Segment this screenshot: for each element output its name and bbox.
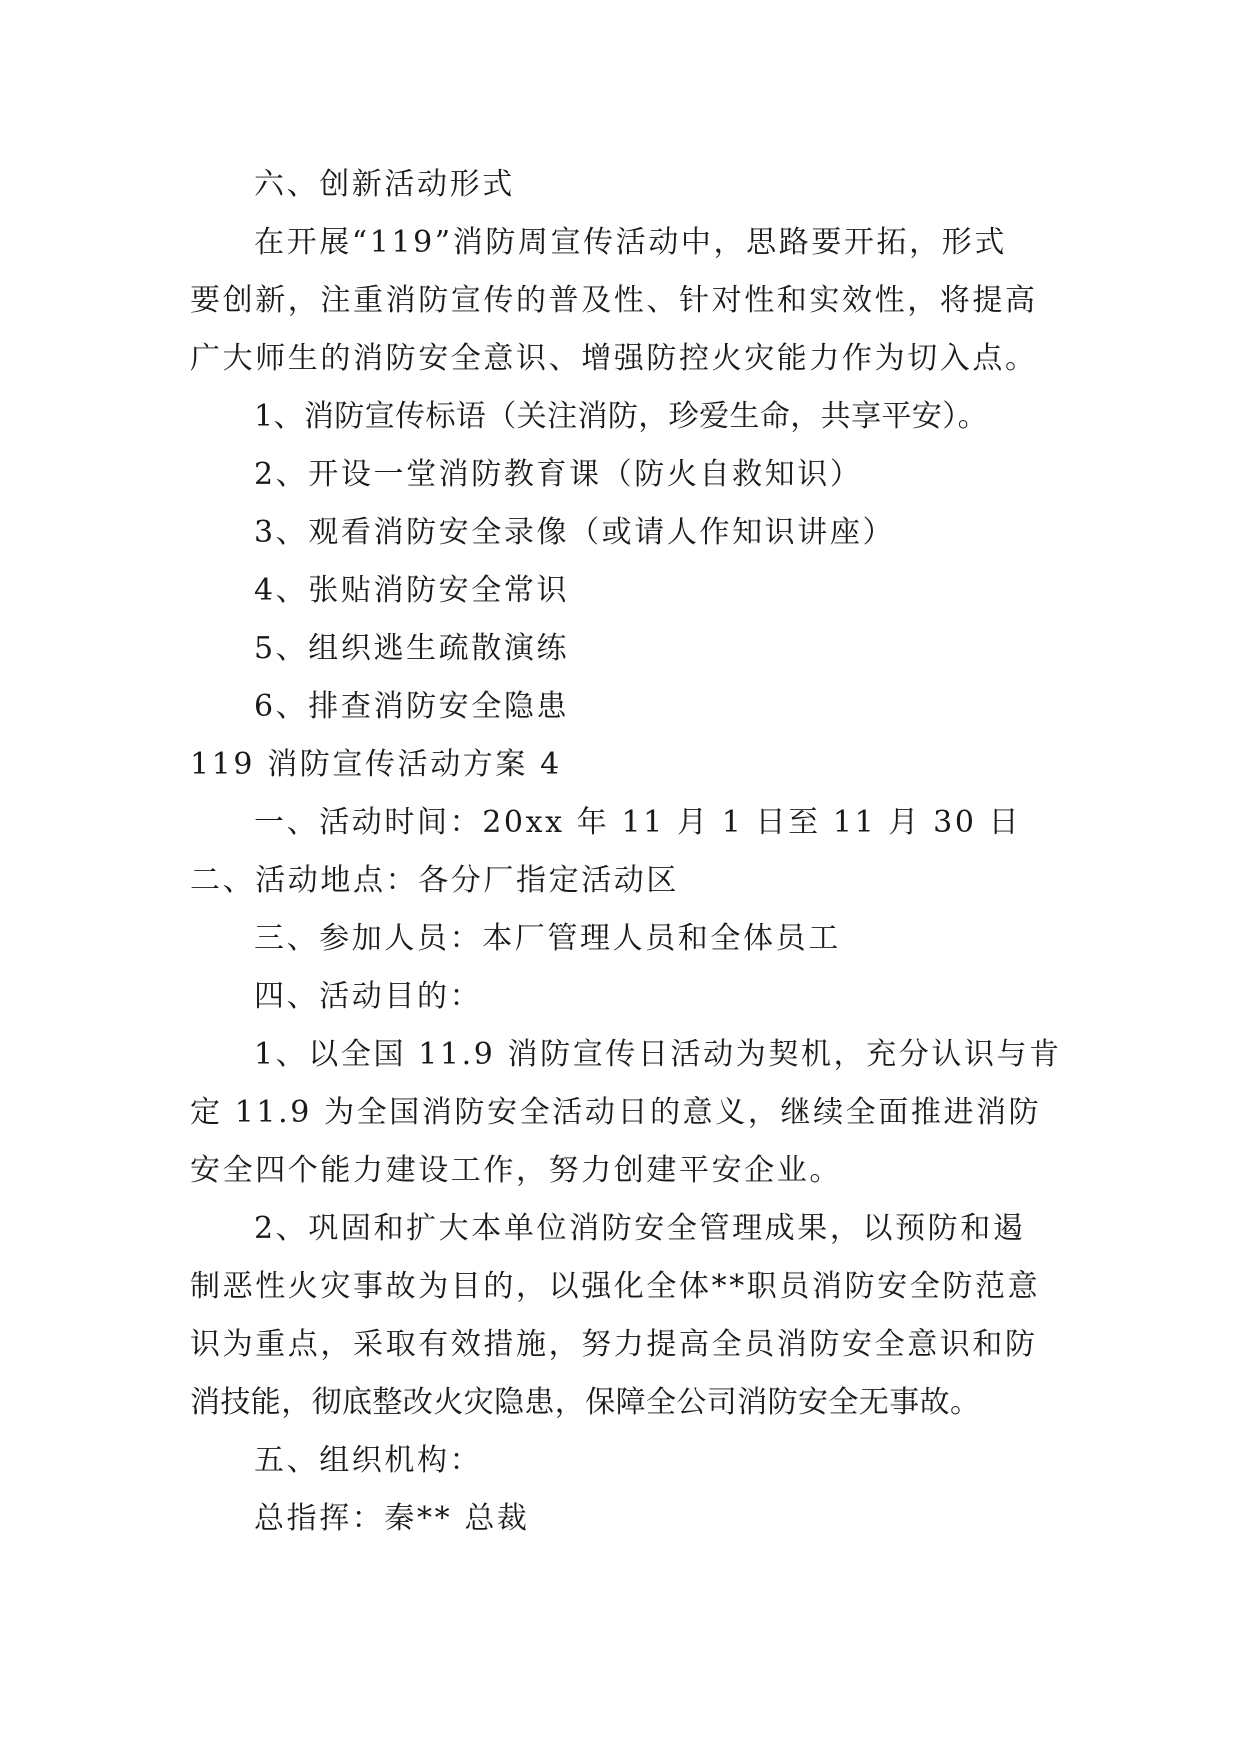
plan-title: 119 消防宣传活动方案 4 (190, 747, 562, 782)
paragraph-line: 安全四个能力建设工作，努力创建平安企业。 (190, 1153, 842, 1188)
list-item-posters: 4、张贴消防安全常识 (254, 573, 570, 608)
list-item-video: 3、观看消防安全录像（或请人作知识讲座） (254, 515, 896, 550)
paragraph-line: 要创新，注重消防宣传的普及性、针对性和实效性，将提高 (190, 283, 1038, 318)
activity-location: 二、活动地点：各分厂指定活动区 (190, 863, 679, 898)
paragraph-line: 2、巩固和扩大本单位消防安全管理成果，以预防和遏 (254, 1211, 1026, 1246)
paragraph-line: 消技能，彻底整改火灾隐患，保障全公司消防安全无事故。 (190, 1385, 981, 1420)
list-item-hazard-check: 6、排查消防安全隐患 (254, 689, 570, 724)
section-heading-organization: 五、组织机构： (254, 1443, 483, 1478)
paragraph-line: 1、以全国 11.9 消防宣传日活动为契机，充分认识与肯 (254, 1037, 1062, 1072)
paragraph-line: 制恶性火灾事故为目的，以强化全体**职员消防安全防范意 (190, 1269, 1041, 1304)
list-item-education-class: 2、开设一堂消防教育课（防火自救知识） (254, 457, 863, 492)
paragraph-line: 识为重点，采取有效措施，努力提高全员消防安全意识和防 (190, 1327, 1038, 1362)
activity-time: 一、活动时间：20xx 年 11 月 1 日至 11 月 30 日 (254, 805, 1022, 840)
paragraph-line: 定 11.9 为全国消防安全活动日的意义，继续全面推进消防 (190, 1095, 1042, 1130)
list-item-slogan: 1、消防宣传标语（关注消防，珍爱生命，共享平安）。 (254, 399, 989, 434)
section-heading-innovative-forms: 六、创新活动形式 (254, 167, 515, 202)
section-heading-purpose: 四、活动目的： (254, 979, 483, 1014)
participants: 三、参加人员：本厂管理人员和全体员工 (254, 921, 841, 956)
paragraph-line: 广大师生的消防安全意识、增强防控火灾能力作为切入点。 (190, 341, 1038, 376)
list-item-drill: 5、组织逃生疏散演练 (254, 631, 570, 666)
paragraph-line: 在开展“119”消防周宣传活动中，思路要开拓，形式 (254, 225, 1007, 260)
commander-line: 总指挥：秦** 总裁 (254, 1501, 530, 1536)
